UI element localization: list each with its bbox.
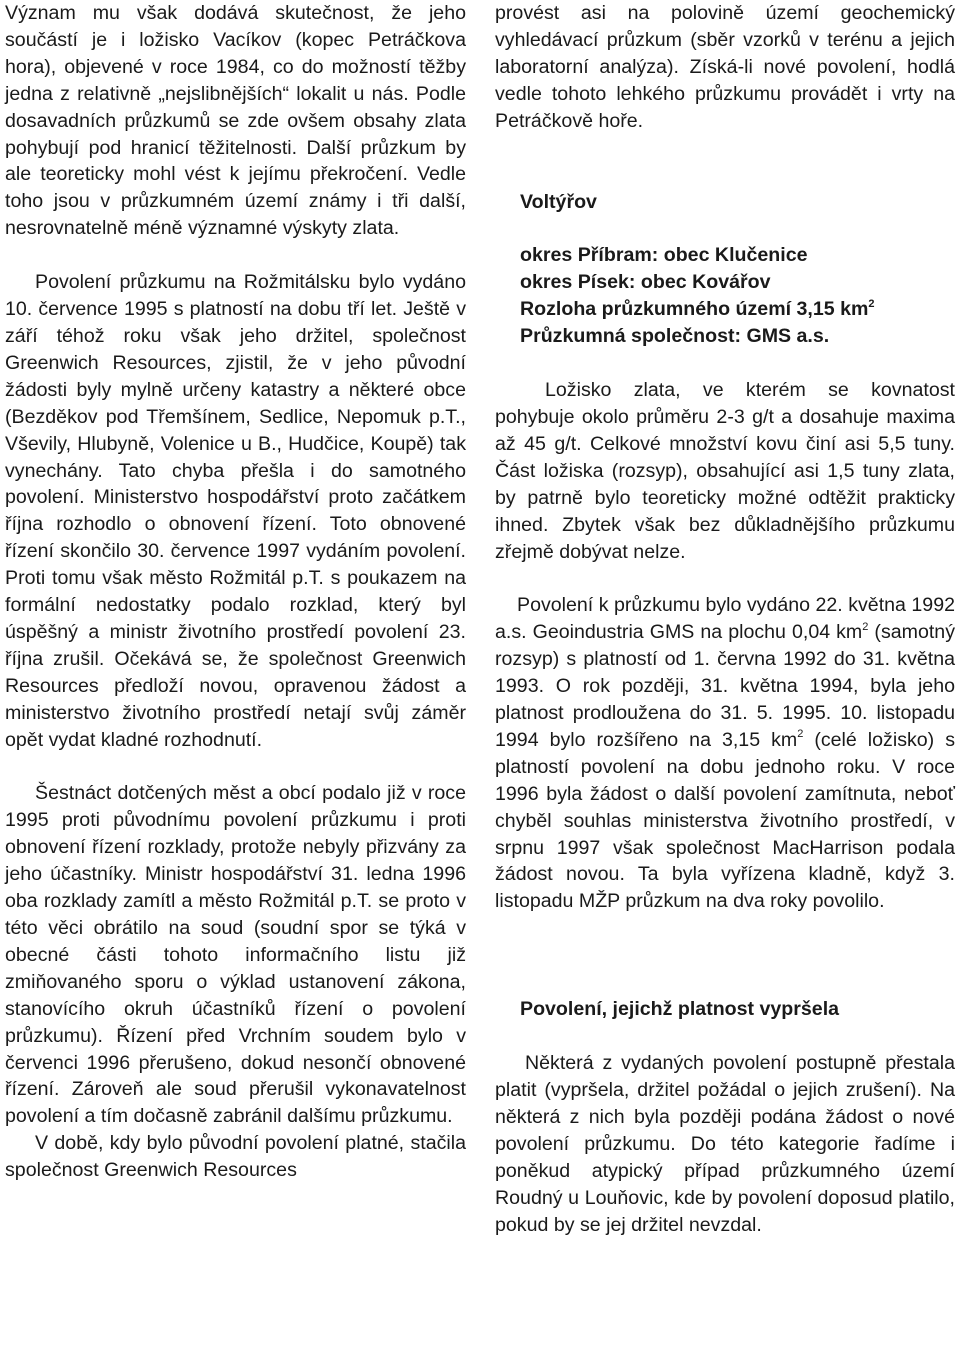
paragraph-rozmital-permit: Povolení průzkumu na Rožmitálsku bylo vydáno 10. července 1995 s platností na dobu tří let. Ještě v září téhož roku však jeho držitel, společnost Greenwich Resources, zjistil, že v jeho původní žádosti byly mylně určeny katastry a některé obce (Bezděkov pod Třemšínem, Sedlice, Nepomuk p.T., Vševily, Hlubyně, Volenice u B., Hudčice, Koupě) tak vynechány. Tato chyba přešla i do samotného povolení. Ministerstvo hospodářství proto začátkem října rozhodlo o obnovení řízení. Toto obnovené řízení skončilo 30. července 1997 vydáním povolení. Proti tomu však město Rožmitál p.T. s poukazem na formální nedostatky podalo rozklad, který byl úspěšný a ministr životního prostředí povolení 23. října zrušil. Očekává se, že společnost Greenwich Resources předloží novou, opravenou žádost a ministerstvo životního prostředí netají svůj záměr opět vydat kladné rozhodnutí. xyxy=(5,271,466,751)
right-column xyxy=(495,0,955,1239)
permit-history-text-a: Povolení k průzkumu bylo vydáno 22. května 1992 a.s. Geoindustria GMS na plochu 0,04 km xyxy=(495,594,955,644)
left-column xyxy=(5,0,466,1184)
info-company: Průzkumná společnost: GMS a.s. xyxy=(520,325,830,348)
section-heading-expired-permits: Povolení, jejichž platnost vypršela xyxy=(520,998,840,1021)
permit-history-text-b: (samotný rozsyp) s platností od 1. června 1992 do 31. května 1993. O rok později, 31. května 1994, byla jeho platnost prodloužena do 31. 5. 1995. 10. listopadu 1994 bylo rozšířeno na 3,15 km xyxy=(495,621,955,751)
section-heading-voltyrov: Voltýřov xyxy=(520,190,597,213)
paragraph-deposit-description: Ložisko zlata, ve kterém se kovnatost pohybuje okolo průměru 2-3 g/t a dosahuje maxima až 45 g/t. Celkové množství kovu činí asi 5,5 tuny. Část ložiska (rozsyp), obsahující asi 1,5 tuny zlata, by patrně bylo teoreticky možné odtěžit prakticky ihned. Zbytek však bez důkladnějšího průzkumu zřejmě dobývat nelze. xyxy=(495,379,955,563)
permit-history-sup-a: 2 xyxy=(862,620,869,633)
locality-info-block xyxy=(495,242,955,350)
info-area-sup: 2 xyxy=(868,297,875,310)
paragraph-municipalities-appeal: Šestnáct dotčených měst a obcí podalo již v roce 1995 proti původnímu povolení průzkumu i proti obnovení řízení rozklady, protože nebyly přizvány za jeho účastníky. Ministr hospodářství 31. ledna 1996 oba rozklady zamítl a město Rožmitál p.T. se proto v této věci obrátilo na soud (soudní spor se týká v obecné části tohoto informačního listu již zmiňovaného sporu o výklad ustanovení zákona, stanovícího okruh účastníků řízení o povolení průzkumu). Řízení před Vrchním soudem bylo v červenci 1996 přerušeno, dokud nesončí obnovené řízení. Zároveň ale soud přerušil vykonavatelnost povolení a tím dočasně zabránil dalšímu průzkumu. xyxy=(5,782,466,1128)
permit-history-text-c: (celé ložisko) s platností povolení na dobu jednoho roku. V roce 1996 byla žádost o další povolení zamítnuta, neboť chyběl souhlas ministerstva životního prostředí, v srpnu 1997 však společnost MacHarrison podala žádost novou. Ta byla vyřízena kladně, když 3. listopadu MŽP průzkum na dva roky povolilo. xyxy=(495,728,955,913)
permit-history-sup-b: 2 xyxy=(797,728,804,741)
paragraph-survey-continuation: provést asi na polovině území geochemický vyhledávací průzkum (sběr vzorků v terénu a jejich laboratorní analýza). Získá-li nové povolení, hodlá vedle tohoto lehkého průzkumu provádět i vrty na Petráčkově hoře. xyxy=(495,2,955,132)
paragraph-expired-permits: Některá z vydaných povolení postupně přestala platit (vypršela, držitel požádal o jejich zrušení). Na některá z nich byla později podána žádost o nové povolení průzkumu. Do této kategorie řadíme i poněkud atypický případ průzkumného území Roudný u Louňovic, kde by povolení doposud platilo, pokud by se jej držitel nevzdal. xyxy=(495,1052,955,1236)
paragraph-vacikov-deposit: Význam mu však dodává skutečnost, že jeho součástí je i ložisko Vacíkov (kopec Petráčkova hora), objevené v roce 1984, co do možností těžby jedna z relativně „nejslibnějších“ lokalit u nás. Podle dosavadních průzkumů se zde ovšem obsahy zlata pohybují pod hranicí těžitelnosti. Další průzkum by ale teoreticky mohl vést k jejímu překročení. Vedle toho jsou v průzkumném území známy i tři další, nesrovnatelně méně významné výskyty zlata. xyxy=(5,2,466,240)
paragraph-permit-history xyxy=(495,592,955,915)
paragraph-greenwich-continuation: V době, kdy bylo původní povolení platné, stačila společnost Greenwich Resources xyxy=(5,1132,466,1182)
info-area xyxy=(520,296,955,323)
info-district-pribram: okres Příbram: obec Klučenice xyxy=(520,244,808,267)
info-district-pisek: okres Písek: obec Kovářov xyxy=(520,271,771,294)
info-area-text: Rozloha průzkumného území 3,15 km xyxy=(520,298,869,321)
